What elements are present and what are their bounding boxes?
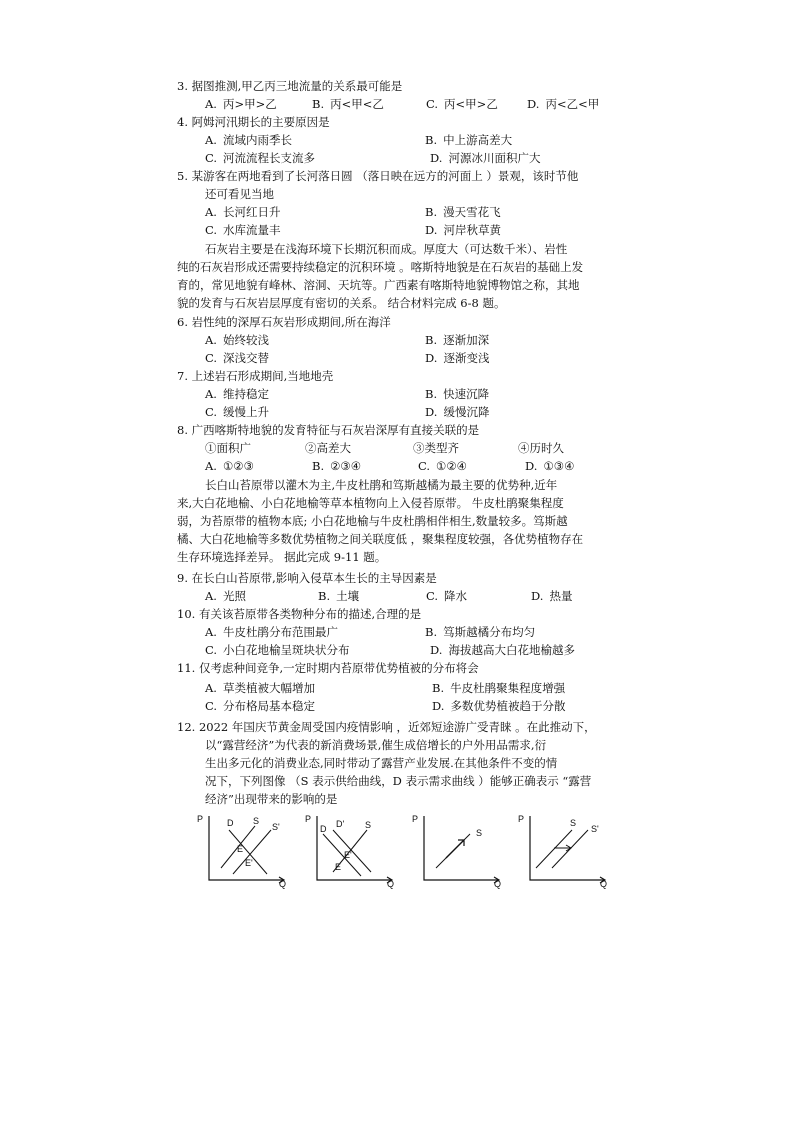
curve-label-s: S <box>476 828 483 838</box>
q7-option-b[interactable]: B. 快速沉降 <box>425 387 490 401</box>
q6-option-c[interactable]: C. 深浅交替 <box>205 351 270 365</box>
curve-label-s: S <box>570 818 577 828</box>
passage-limestone <box>177 240 617 312</box>
graph-option-2[interactable] <box>303 812 398 891</box>
graph-option-4[interactable] <box>516 812 611 891</box>
passage-line: 石灰岩主要是在浅海环境下长期沉积而成。厚度大（可达数千米）、岩性 <box>205 242 568 256</box>
q5-option-b[interactable]: B. 漫天雪花飞 <box>425 205 501 219</box>
q8-option-c[interactable]: C. ①②④ <box>418 459 467 473</box>
passage-changbai <box>177 476 617 566</box>
q8-item-4: ④历时久 <box>518 441 564 455</box>
q12-line: 12. 2022 年国庆节黄金周受国内疫情影响 ，近郊短途游广受青睐 。在此推动下， <box>177 720 596 734</box>
q6-option-d[interactable]: D. 逐渐变浅 <box>425 351 490 365</box>
q5-stem-line2: 还可看见当地 <box>205 187 274 201</box>
q5-stem-line1: 5. 某游客在两地看到了长河落日圆 （落日映在远方的河面上 ）景观，该时节他 <box>177 169 579 183</box>
passage-line: 来,大白花地榆、小白花地榆等草本植物向上入侵苔原带。 牛皮杜鹃聚集程度 <box>177 496 564 510</box>
q9-stem: 9. 在长白山苔原带,影响入侵草本生长的主导因素是 <box>177 571 437 585</box>
axis-q-label: Q <box>600 879 608 889</box>
q8-item-3: ③类型齐 <box>413 441 459 455</box>
supply-demand-graph-3 <box>410 812 505 887</box>
passage-line: 育的，常见地貌有峰林、溶洞、天坑等。广西素有喀斯特地貌博物馆之称，其地 <box>177 278 580 292</box>
q5-option-c[interactable]: C. 水库流量丰 <box>205 223 281 237</box>
axis-q-label: Q <box>494 879 502 889</box>
q11-option-a[interactable]: A. 草类植被大幅增加 <box>205 681 315 695</box>
q4-stem: 4. 阿姆河汛期长的主要原因是 <box>177 115 330 129</box>
q8-item-2: ②高差大 <box>305 441 351 455</box>
point-label-e: E <box>237 844 244 854</box>
curve-label-s: S <box>253 816 260 826</box>
curve-label-s-prime: S' <box>272 822 280 832</box>
curve-label-s-prime: S' <box>591 824 599 834</box>
q7-option-a[interactable]: A. 维持稳定 <box>205 387 269 401</box>
q6-option-b[interactable]: B. 逐渐加深 <box>425 333 490 347</box>
q8-stem: 8. 广西喀斯特地貌的发育特征与石灰岩深厚有直接关联的是 <box>177 423 480 437</box>
q12-line: 况下，下列图像 （S 表示供给曲线，D 表示需求曲线 ）能够正确表示 “露营 <box>205 774 592 788</box>
q7-stem: 7. 上述岩石形成期间,当地地壳 <box>177 369 334 383</box>
q5-option-d[interactable]: D. 河岸秋草黄 <box>425 223 501 237</box>
q3-option-c[interactable]: C. 丙<甲>乙 <box>426 97 498 111</box>
q11-option-d[interactable]: D. 多数优势植被趋于分散 <box>432 699 566 713</box>
q11-option-c[interactable]: C. 分布格局基本稳定 <box>205 699 316 713</box>
q5-option-a[interactable]: A. 长河红日升 <box>205 205 281 219</box>
q4-option-a[interactable]: A. 流域内雨季长 <box>205 133 292 147</box>
q10-option-b[interactable]: B. 笃斯越橘分布均匀 <box>425 625 536 639</box>
q11-option-b[interactable]: B. 牛皮杜鹃聚集程度增强 <box>432 681 566 695</box>
q8-option-a[interactable]: A. ①②③ <box>205 459 254 473</box>
axis-p-label: P <box>197 814 204 824</box>
curve-label-s: S <box>365 820 372 830</box>
curve-label-d: D <box>227 818 234 828</box>
q7-option-c[interactable]: C. 缓慢上升 <box>205 405 270 419</box>
q12-line: 生出多元化的消费业态,同时带动了露营产业发展.在其他条件不变的情 <box>205 756 558 770</box>
q8-option-b[interactable]: B. ②③④ <box>312 459 362 473</box>
passage-line: 弱，为苔原带的植物本底; 小白花地榆与牛皮杜鹃相伴相生,数量较多。笃斯越 <box>177 514 568 528</box>
q6-stem: 6. 岩性纯的深厚石灰岩形成期间,所在海洋 <box>177 315 391 329</box>
curve-label-d: D <box>320 824 327 834</box>
supply-demand-graph-1 <box>195 812 290 887</box>
point-label-e-prime: E' <box>245 858 253 868</box>
graph-option-3[interactable] <box>410 812 505 891</box>
q4-option-c[interactable]: C. 河流流程长支流多 <box>205 151 316 165</box>
axis-q-label: Q <box>387 879 395 889</box>
q10-option-d[interactable]: D. 海拔越高大白花地榆越多 <box>430 643 575 657</box>
point-label-e: E <box>335 862 342 872</box>
q9-option-b[interactable]: B. 土壤 <box>318 589 360 603</box>
passage-line: 貌的发育与石灰岩层厚度有密切的关系。 结合材料完成 6-8 题。 <box>177 296 506 310</box>
q3-option-d[interactable]: D. 丙<乙<甲 <box>527 97 600 111</box>
q3-option-a[interactable]: A. 丙>甲>乙 <box>205 97 277 111</box>
axis-p-label: P <box>518 814 525 824</box>
axis-q-label: Q <box>279 879 287 889</box>
curve-label-d-prime: D' <box>336 819 345 829</box>
q8-option-d[interactable]: D. ①③④ <box>525 459 575 473</box>
passage-line: 纯的石灰岩形成还需要持续稳定的沉积环境 。喀斯特地貌是在石灰岩的基础上发 <box>177 260 584 274</box>
passage-line: 橘、大白花地榆等多数优势植物之间关联度低 ，聚集程度较强，各优势植物存在 <box>177 532 584 546</box>
q12-line: 经济”出现带来的影响的是 <box>205 792 338 806</box>
q11-stem: 11. 仅考虑种间竞争,一定时期内苔原带优势植被的分布将会 <box>177 661 479 675</box>
q10-option-a[interactable]: A. 牛皮杜鹃分布范围最广 <box>205 625 338 639</box>
q8-item-1: ①面积广 <box>205 441 251 455</box>
q6-option-a[interactable]: A. 始终较浅 <box>205 333 269 347</box>
supply-demand-graph-4 <box>516 812 611 887</box>
q9-option-d[interactable]: D. 热量 <box>531 589 573 603</box>
q3-stem: 3. 据图推测,甲乙丙三地流量的关系最可能是 <box>177 79 403 93</box>
q12-line: 以“露营经济”为代表的新消费场景,催生成倍增长的户外用品需求,衍 <box>205 738 547 752</box>
q12-stem <box>177 718 617 808</box>
axis-p-label: P <box>305 814 312 824</box>
axis-p-label: P <box>412 814 419 824</box>
q9-option-c[interactable]: C. 降水 <box>426 589 468 603</box>
q3-option-b[interactable]: B. 丙<甲<乙 <box>312 97 384 111</box>
supply-demand-graph-2 <box>303 812 398 887</box>
q10-option-c[interactable]: C. 小白花地榆呈斑块状分布 <box>205 643 350 657</box>
q4-option-d[interactable]: D. 河源冰川面积广大 <box>430 151 541 165</box>
q4-option-b[interactable]: B. 中上游高差大 <box>425 133 513 147</box>
passage-line: 长白山苔原带以灌木为主,牛皮杜鹃和笃斯越橘为最主要的优势种,近年 <box>205 478 558 492</box>
q9-option-a[interactable]: A. 光照 <box>205 589 246 603</box>
graph-option-1[interactable] <box>195 812 290 891</box>
passage-line: 生存环境选择差异。 据此完成 9-11 题。 <box>177 550 387 564</box>
point-label-e-prime: E' <box>344 850 352 860</box>
q7-option-d[interactable]: D. 缓慢沉降 <box>425 405 490 419</box>
q10-stem: 10. 有关该苔原带各类物种分布的描述,合理的是 <box>177 607 422 621</box>
